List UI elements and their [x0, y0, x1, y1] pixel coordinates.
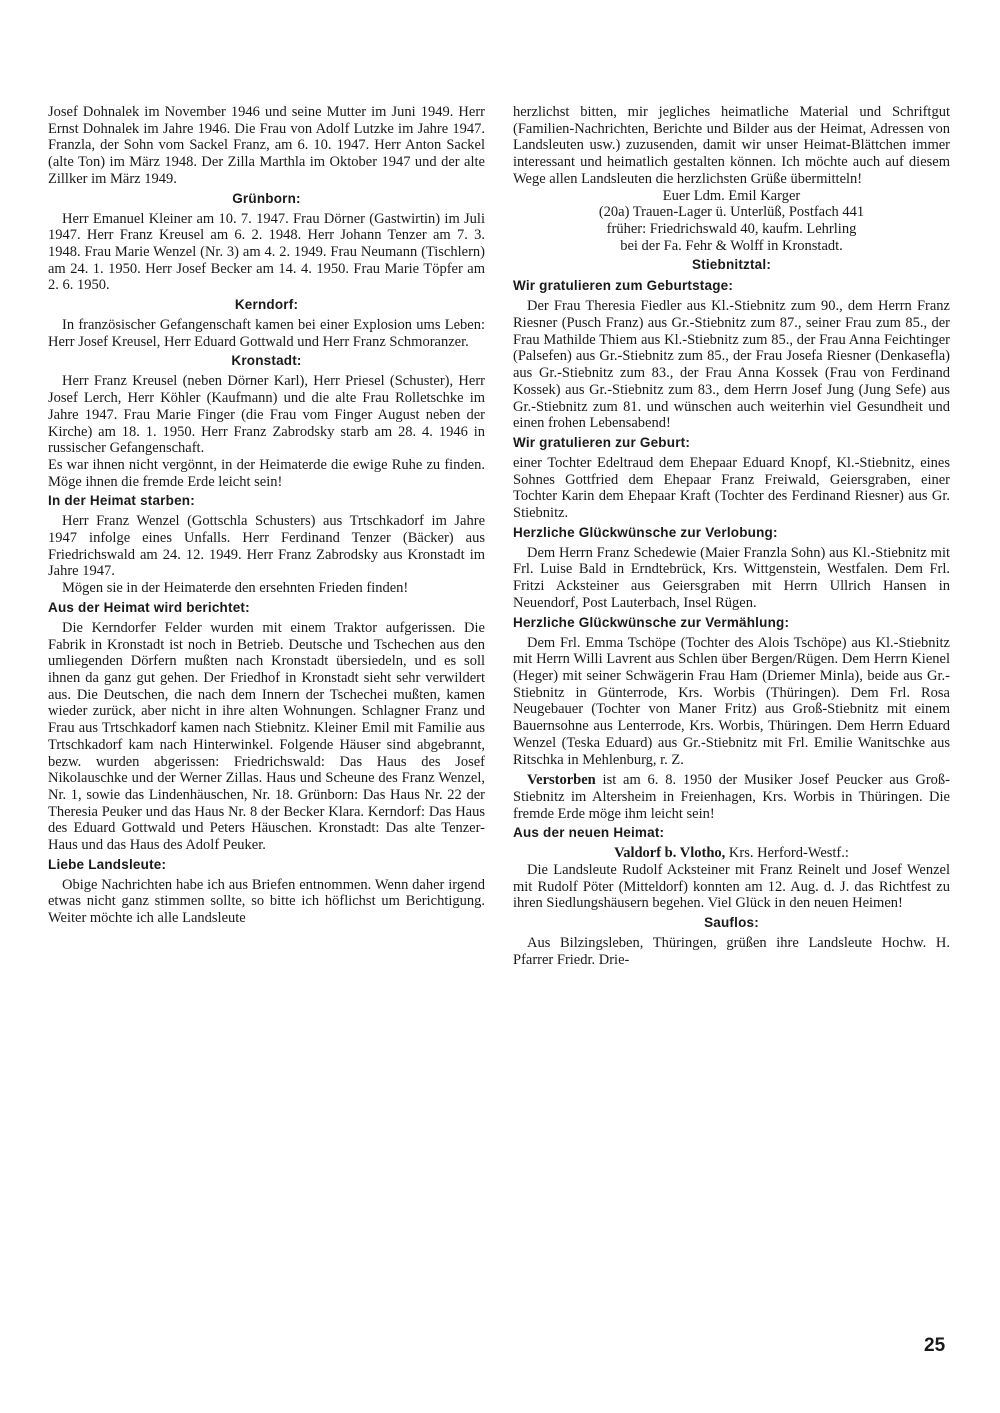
section-heading-geburt: Wir gratulieren zur Geburt: — [513, 434, 691, 450]
paragraph: Herr Franz Kreusel (neben Dörner Karl), Herr Priesel (Schuster), Herr Josef Lerch, Herr Köhler (Kaufmann) und die alte Frau Rolletschke im Jahre 1947. Frau Marie Finger (die Frau vom Finger August neben der Kirche) am 18. 1. 1950. Herr Franz Zabrodsky starb am 28. 4. 1946 in russischer Gefangenschaft. — [48, 373, 485, 457]
signature-address: (20a) Trauen-Lager ü. Unterlüß, Postfach 441 — [598, 204, 865, 221]
section-heading-vermaehlung: Herzliche Glückwünsche zur Vermählung: — [513, 614, 790, 630]
signature-former: früher: Friedrichswald 40, kaufm. Lehrling — [606, 220, 857, 237]
paragraph: Der Frau Theresia Fiedler aus Kl.-Stiebnitz zum 90., dem Herrn Franz Riesner (Pusch Franz) aus Gr.-Stiebnitz zum 87., seiner Frau zum 85., der Frau Mathilde Thiem aus Kl.-Stiebnitz zum 85., der Frau Anna Feichtinger (Palsefen) aus Gr.-Stiebnitz zum 85., der Frau Josefa Riesner (Denkasefla) aus Gr.-Stiebnitz zum 83., der Frau Anna Kossek (Frau von Ferdinand Kossek) aus Gr.-Stiebnitz zum 83., dem Herrn Josef Jung (Jung Sefe) aus Gr.-Stiebnitz zum 81. und wünschen auch weiterhin viel Gesundheit und einen frohen Lebensabend! — [513, 298, 950, 432]
section-heading-kerndorf: Kerndorf: — [234, 297, 299, 313]
section-heading-landsleute: Liebe Landsleute: — [48, 856, 167, 872]
paragraph: Dem Herrn Franz Schedewie (Maier Franzla Sohn) aus Kl.-Stiebnitz mit Frl. Luise Bald in Erndtebrück, Krs. Wittgenstein, Westfalen. Dem Frl. Fritzi Acksteiner aus Geiersgraben mit Herrn Ullrich Hansen in Neuendorf, Post Lauterbach, Insel Rügen. — [513, 544, 950, 611]
article-text — [48, 104, 485, 188]
paragraph: Obige Nachrichten habe ich aus Briefen entnommen. Wenn daher irgend etwas nicht ganz stimmen sollte, so bitte ich höflichst um Berichtigung. Weiter möchte ich alle Landsleute — [48, 876, 485, 927]
signature-name: Euer Ldm. Emil Karger — [662, 187, 801, 204]
paragraph: herzlichst bitten, mir jegliches heimatliche Material und Schriftgut (Familien-Nachrichten, Berichte und Bilder aus der Heimat, Adressen von Landsleuten usw.) zuzusenden, damit wir unser Heimat-Blättchen immer interessant und heimatlich gestalten können. Ich möchte auch auf diesem Wege allen Landsleuten die herzlichsten Grüße übermitteln! — [513, 104, 950, 187]
paragraph: Herr Emanuel Kleiner am 10. 7. 1947. Frau Dörner (Gastwirtin) im Juli 1947. Herr Franz Kreusel am 6. 2. 1948. Herr Johann Tenzer am 7. 3. 1948. Frau Marie Wenzel (Nr. 3) am 4. 2. 1949. Frau Neumann (Tischlern) am 24. 1. 1950. Herr Josef Becker am 14. 4. 1950. Frau Marie Töpfer am 2. 6. 1950. — [48, 210, 485, 294]
section-heading-berichtet: Aus der Heimat wird berichtet: — [48, 599, 250, 615]
paragraph: In französischer Gefangenschaft kamen bei einer Explosion ums Leben: Herr Josef Kreusel, Herr Eduard Gottwald und Herr Franz Schmoranzer. — [48, 317, 485, 350]
paragraph — [513, 772, 950, 822]
section-heading-verlobung: Herzliche Glückwünsche zur Verlobung: — [513, 524, 778, 540]
subheading-valdorf: Valdorf b. Vlotho, Krs. Herford-Westf.: — [614, 845, 849, 862]
right-column — [513, 104, 950, 969]
paragraph: Die Landsleute Rudolf Acksteiner mit Franz Reinelt und Josef Wenzel mit Rudolf Pöter (Mitteldorf) konnten am 12. Aug. d. J. das Richtfest zu ihren Siedlungshäusern begehen. Viel Glück in den neuen Heimen! — [513, 862, 950, 912]
section-heading-stiebnitztal: Stiebnitztal: — [691, 257, 772, 273]
section-heading-heimat-starben: In der Heimat starben: — [48, 493, 195, 509]
section-heading-gruenborn: Grünborn: — [232, 190, 301, 206]
signature-block — [513, 188, 950, 255]
section-heading-sauflos: Sauflos: — [704, 915, 759, 931]
section-heading-geburtstage: Wir gratulieren zum Geburtstage: — [513, 278, 734, 294]
verstorben-text: ist am 6. 8. 1950 der Musiker Josef Peucker aus Groß-Stiebnitz im Altersheim in Freienhagen, Krs. Worbis in Thüringen. Die fremde Erde möge ihm leicht sein! — [513, 772, 951, 822]
section-heading-neue-heimat: Aus der neuen Heimat: — [513, 825, 665, 841]
paragraph: Mögen sie in der Heimaterde den ersehnten Frieden finden! — [62, 580, 409, 597]
paragraph: Die Kerndorfer Felder wurden mit einem Traktor aufgerissen. Die Fabrik in Kronstadt ist noch in Betrieb. Deutsche und Tschechen aus den umliegenden Dörfern mußten nach Kronstadt übersiedeln, und es soll ihnen da ganz gut gehen. Der Friedhof in Kronstadt sieht sehr verwildert aus. Die Deutschen, die nach dem Innern der Tschechei mußten, kamen wieder zurück, aber nicht in ihre alten Wohnungen. Schlagner Franz und Frau aus Trtschkadorf kamen nach Stiebnitz. Kleiner Emil mit Familie aus Trtschkadorf kam nach Hinterwinkel. Folgende Häuser sind abgebrannt, bezw. wurden abgerissen: Friedrichswald: Das Haus des Josef Nikolauschke und der Werner Zillas. Haus und Scheune des Franz Wenzel, Nr. 1, sowie das Lindenhäuschen, Nr. 18. Grünborn: Das Haus Nr. 22 der Theresia Peuker und das Haus Nr. 8 der Becker Klara. Kerndorf: Das Haus des Eduard Gottwald und Peters Häuschen. Kronstadt: Das alte Tenzer-Haus und das Haus des Adolf Peuker. — [48, 619, 485, 854]
paragraph: Herr Franz Wenzel (Gottschla Schusters) aus Trtschkadorf im Jahre 1947 infolge eines Unfalls. Herr Ferdinand Tenzer (Bäcker) aus Friedrichswald am 24. 12. 1949. Herr Franz Zabrodsky aus Kronstadt im Jahre 1947. — [48, 513, 485, 580]
paragraph: Dem Frl. Emma Tschöpe (Tochter des Alois Tschöpe) aus Kl.-Stiebnitz mit Herrn Willi Lavrent aus Schlen über Bergen/Rügen. Dem Herrn Kienel (Heger) mit seiner Schwägerin Frau Ham (Driemer Minla), beide aus Gr.-Stiebnitz in Günterrode, Krs. Worbis (Thüringen). Dem Frl. Rosa Neugebauer (Tochter von Maner Fritz) aus Groß-Stiebnitz mit einem Bauernsohne aus Lenterrode, Krs. Worbis, Thüringen. Dem Herrn Eduard Wenzel (Teska Eduard) aus Gr.-Stiebnitz mit Frl. Emilie Wanitschke aus Ritschka in Mehlenburg, r. Z. — [513, 634, 950, 768]
verstorben-lead: Verstorben — [527, 772, 596, 789]
paragraph: Josef Dohnalek im November 1946 und seine Mutter im Juni 1949. Herr Ernst Dohnalek im Jahre 1946. Die Frau von Adolf Lutzke im Jahre 1947. Franzla, der Sohn vom Sackel Franz, am 6. 10. 1947. Herr Anton Sackel (alte Ton) im März 1948. Der Zilla Marthla im Oktober 1947 und der alte Zillker im März 1949. — [48, 104, 485, 187]
signature-employer: bei der Fa. Fehr & Wolff in Kronstadt. — [620, 237, 843, 254]
paragraph: Aus Bilzingsleben, Thüringen, grüßen ihre Landsleute Hochw. H. Pfarrer Friedr. Drie- — [513, 935, 950, 968]
page-number: 25 — [924, 1335, 946, 1356]
left-column — [48, 104, 485, 927]
paragraph: Es war ihnen nicht vergönnt, in der Heimaterde die ewige Ruhe zu finden. Möge ihnen die fremde Erde leicht sein! — [48, 456, 485, 490]
section-heading-kronstadt: Kronstadt: — [231, 353, 302, 369]
paragraph: einer Tochter Edeltraud dem Ehepaar Eduard Knopf, Kl.-Stiebnitz, eines Sohnes Gottfried dem Ehepaar Franz Freiwald, Geiersgraben, einer Tochter Karin dem Ehepaar Kraft (Tochter des Ferdinand Riesner) aus Gr. Stiebnitz. — [513, 454, 950, 522]
